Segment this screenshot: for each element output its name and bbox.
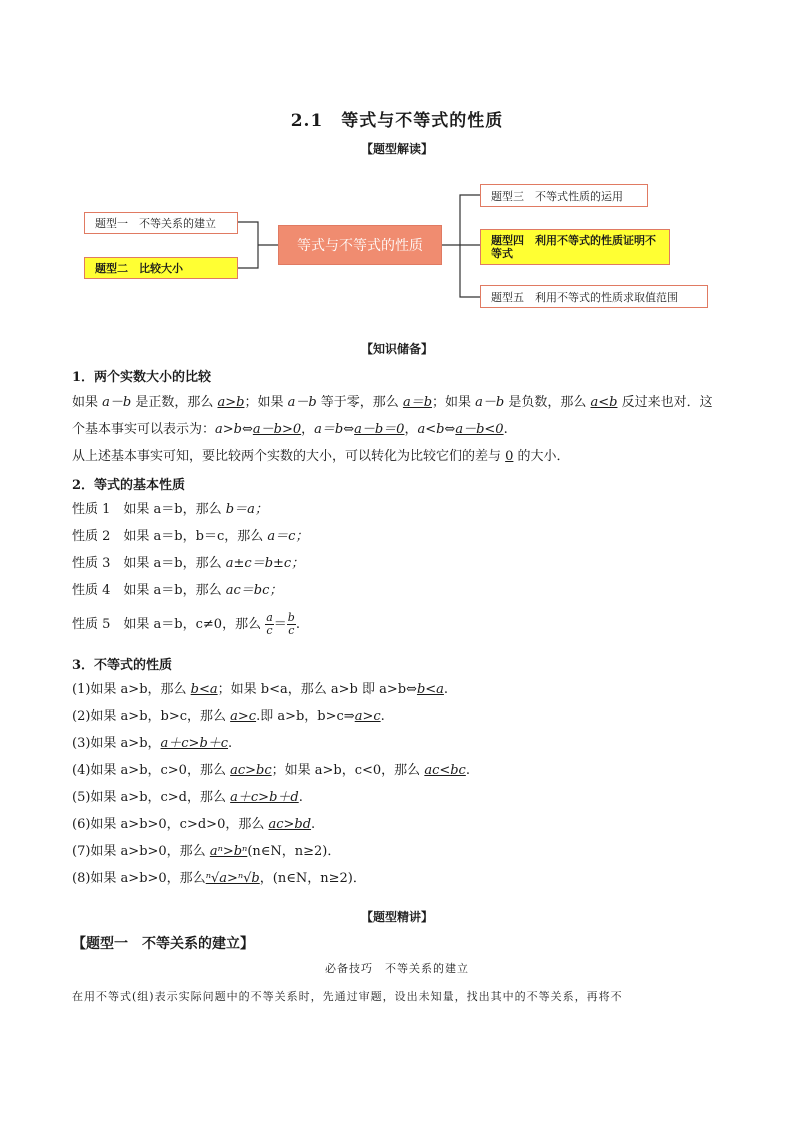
para-compare-2: 个基本事实可以表示为：a>b⇔a－b>0，a＝b⇔a－b＝0，a<b⇔a－b<0. [72, 422, 508, 437]
heading-compare: 1．两个实数大小的比较 [72, 370, 212, 385]
property-2: 性质 2 如果 a＝b，b＝c，那么 a＝c； [72, 529, 309, 544]
inequality-rule-4: (4)如果 a>b，c>0，那么 ac>bc；如果 a>b，c<0，那么 ac<bc. [72, 763, 470, 778]
inequality-rule-8: (8)如果 a>b>0，那么ⁿ√a>ⁿ√b，(n∈N，n≥2)． [72, 871, 366, 886]
property-4: 性质 4 如果 a＝b，那么 ac＝bc； [72, 583, 283, 598]
inequality-rule-7: (7)如果 a>b>0，那么 aⁿ>bⁿ(n∈N，n≥2)． [72, 844, 341, 859]
heading-equality: 2．等式的基本性质 [72, 478, 186, 493]
mindmap-right-box-3: 题型五 利用不等式的性质求取值范围 [480, 285, 708, 308]
title-text: 等式与不等式的性质 [341, 111, 504, 131]
inequality-rule-2: (2)如果 a>b，b>c，那么 a>c.即 a>b，b>c⇒a>c. [72, 709, 385, 724]
mindmap-left-box-1: 题型一 不等关系的建立 [84, 212, 238, 234]
skill-text: 在用不等式(组)表示实际问题中的不等关系时，先通过审题，设出未知量，找出其中的不等关系，再将不 [72, 990, 623, 1003]
connector-left [238, 222, 258, 268]
inequality-rule-3: (3)如果 a>b，a＋c>b＋c. [72, 736, 233, 751]
inequality-rule-5: (5)如果 a>b，c>d，那么 a＋c>b＋d. [72, 790, 303, 805]
connector-right [460, 195, 480, 297]
inequality-rule-6: (6)如果 a>b>0，c>d>0，那么 ac>bd. [72, 817, 316, 832]
para-compare-3: 从上述基本事实可知，要比较两个实数的大小，可以转化为比较它们的差与 0 的大小． [72, 449, 570, 464]
mindmap-left-box-2: 题型二 比较大小 [84, 257, 238, 279]
property-3: 性质 3 如果 a＝b，那么 a±c＝b±c； [72, 556, 305, 571]
heading-inequality: 3．不等式的性质 [72, 658, 173, 673]
fraction-a-over-c: $\frac{a}{c}$ [266, 611, 273, 637]
section-knowledge: 【知识储备】 [360, 342, 433, 356]
section-lecture: 【题型精讲】 [360, 910, 433, 924]
fraction-b-over-c: $\frac{b}{c}$ [287, 611, 295, 637]
inequality-rule-1: (1)如果 a>b，那么 b<a；如果 b<a，那么 a>b 即 a>b⇔b<a. [72, 682, 449, 697]
mindmap-center-box: 等式与不等式的性质 [278, 225, 442, 265]
property-5: 性质 5 如果 a＝b，c≠0，那么 $\frac{a}{c}$ ＝ $\frac{b}{c}$ . [72, 611, 300, 637]
mindmap-right-box-2: 题型四 利用不等式的性质证明不等式 [480, 229, 670, 265]
page-title [0, 106, 794, 131]
section-reading: 【题型解读】 [360, 142, 433, 156]
section-number: 2.1 [290, 111, 324, 131]
para-compare-1: 如果 a－b 是正数，那么 a>b；如果 a－b 等于零，那么 a＝b；如果 a－b 是负数，那么 a<b 反过来也对．这 [72, 395, 713, 410]
property-1: 性质 1 如果 a＝b，那么 b＝a； [72, 502, 268, 517]
mindmap-right-box-1: 题型三 不等式性质的运用 [480, 184, 648, 207]
skill-title: 必备技巧 不等关系的建立 [325, 962, 469, 975]
type1-heading: 【题型一 不等关系的建立】 [72, 936, 254, 952]
mind-map [80, 180, 720, 315]
